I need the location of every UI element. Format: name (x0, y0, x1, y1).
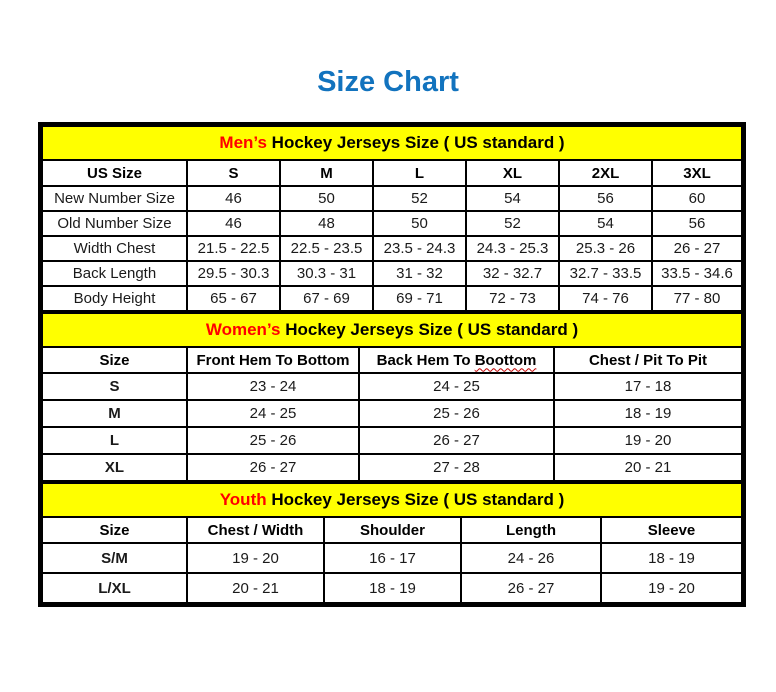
size-value: 54 (559, 211, 652, 236)
size-value: 60 (652, 186, 742, 211)
row-label: S/M (42, 543, 187, 573)
size-value: 46 (187, 211, 280, 236)
youth-section-title (42, 483, 742, 517)
row-label: Body Height (42, 286, 187, 311)
mens-section-band (42, 126, 742, 160)
mens-col-header: XL (466, 160, 559, 186)
youth-header-row (42, 517, 742, 543)
size-value: 50 (373, 211, 466, 236)
youth-col-header: Length (461, 517, 601, 543)
mens-col-header: US Size (42, 160, 187, 186)
size-value: 25 - 26 (187, 427, 359, 454)
size-value: 26 - 27 (652, 236, 742, 261)
row-label: L/XL (42, 573, 187, 603)
youth-section-band (42, 483, 742, 517)
size-value: 18 - 19 (324, 573, 461, 603)
size-value: 26 - 27 (187, 454, 359, 481)
size-value: 52 (466, 211, 559, 236)
row-label: Width Chest (42, 236, 187, 261)
youth-accent-word: Youth (219, 490, 267, 509)
womens-size-table (41, 312, 743, 482)
row-label: S (42, 373, 187, 400)
size-value: 74 - 76 (559, 286, 652, 311)
table-row (42, 427, 742, 454)
womens-band-rest: Hockey Jerseys Size ( US standard ) (280, 320, 579, 339)
page-title: Size Chart (317, 66, 459, 98)
womens-header-row (42, 347, 742, 373)
mens-col-header: 2XL (559, 160, 652, 186)
size-value: 56 (652, 211, 742, 236)
size-value: 48 (280, 211, 373, 236)
size-value: 17 - 18 (554, 373, 742, 400)
youth-size-table (41, 482, 743, 604)
size-value: 77 - 80 (652, 286, 742, 311)
womens-section-band (42, 313, 742, 347)
mens-col-header: M (280, 160, 373, 186)
size-chart-table (38, 122, 746, 607)
mens-header-row (42, 160, 742, 186)
mens-col-header: S (187, 160, 280, 186)
youth-col-header: Sleeve (601, 517, 742, 543)
size-value: 31 - 32 (373, 261, 466, 286)
youth-band-rest: Hockey Jerseys Size ( US standard ) (266, 490, 565, 509)
mens-col-header: 3XL (652, 160, 742, 186)
size-value: 52 (373, 186, 466, 211)
mens-section-title (42, 126, 742, 160)
size-value: 24 - 25 (359, 373, 554, 400)
size-value: 69 - 71 (373, 286, 466, 311)
size-value: 16 - 17 (324, 543, 461, 573)
size-value: 27 - 28 (359, 454, 554, 481)
womens-col-header: Size (42, 347, 187, 373)
mens-col-header: L (373, 160, 466, 186)
table-row (42, 211, 742, 236)
size-value: 72 - 73 (466, 286, 559, 311)
size-value: 29.5 - 30.3 (187, 261, 280, 286)
mens-accent-word: Men’s (219, 133, 267, 152)
youth-col-header: Chest / Width (187, 517, 324, 543)
size-value: 33.5 - 34.6 (652, 261, 742, 286)
row-label: L (42, 427, 187, 454)
size-value: 25 - 26 (359, 400, 554, 427)
table-row (42, 186, 742, 211)
size-value: 24.3 - 25.3 (466, 236, 559, 261)
size-value: 67 - 69 (280, 286, 373, 311)
table-row (42, 373, 742, 400)
table-row (42, 261, 742, 286)
table-row (42, 236, 742, 261)
size-value: 23.5 - 24.3 (373, 236, 466, 261)
mens-band-rest: Hockey Jerseys Size ( US standard ) (266, 133, 565, 152)
misspelled-word: Boottom (474, 351, 537, 369)
youth-col-header: Shoulder (324, 517, 461, 543)
youth-col-header: Size (42, 517, 187, 543)
size-value: 50 (280, 186, 373, 211)
row-label: M (42, 400, 187, 427)
table-row (42, 286, 742, 311)
size-value: 46 (187, 186, 280, 211)
row-label: Back Length (42, 261, 187, 286)
table-row (42, 454, 742, 481)
size-value: 22.5 - 23.5 (280, 236, 373, 261)
size-value: 20 - 21 (187, 573, 324, 603)
size-value: 21.5 - 22.5 (187, 236, 280, 261)
womens-accent-word: Women’s (205, 320, 281, 339)
size-value: 23 - 24 (187, 373, 359, 400)
womens-col-header: Front Hem To Bottom (187, 347, 359, 373)
size-value: 24 - 25 (187, 400, 359, 427)
size-value: 19 - 20 (187, 543, 324, 573)
header-text: Back Hem To (376, 351, 475, 369)
size-value: 26 - 27 (461, 573, 601, 603)
size-value: 18 - 19 (554, 400, 742, 427)
size-value: 24 - 26 (461, 543, 601, 573)
size-value: 32.7 - 33.5 (559, 261, 652, 286)
size-value: 32 - 32.7 (466, 261, 559, 286)
mens-size-table (41, 125, 743, 312)
table-row (42, 400, 742, 427)
row-label: XL (42, 454, 187, 481)
row-label: New Number Size (42, 186, 187, 211)
size-value: 20 - 21 (554, 454, 742, 481)
size-value: 26 - 27 (359, 427, 554, 454)
table-row (42, 543, 742, 573)
size-value: 56 (559, 186, 652, 211)
size-value: 19 - 20 (554, 427, 742, 454)
size-value: 65 - 67 (187, 286, 280, 311)
womens-col-header: Chest / Pit To Pit (554, 347, 742, 373)
row-label: Old Number Size (42, 211, 187, 236)
size-value: 25.3 - 26 (559, 236, 652, 261)
womens-section-title (42, 313, 742, 347)
table-row (42, 573, 742, 603)
womens-col-header (359, 347, 554, 373)
size-value: 54 (466, 186, 559, 211)
size-value: 19 - 20 (601, 573, 742, 603)
size-value: 30.3 - 31 (280, 261, 373, 286)
size-value: 18 - 19 (601, 543, 742, 573)
